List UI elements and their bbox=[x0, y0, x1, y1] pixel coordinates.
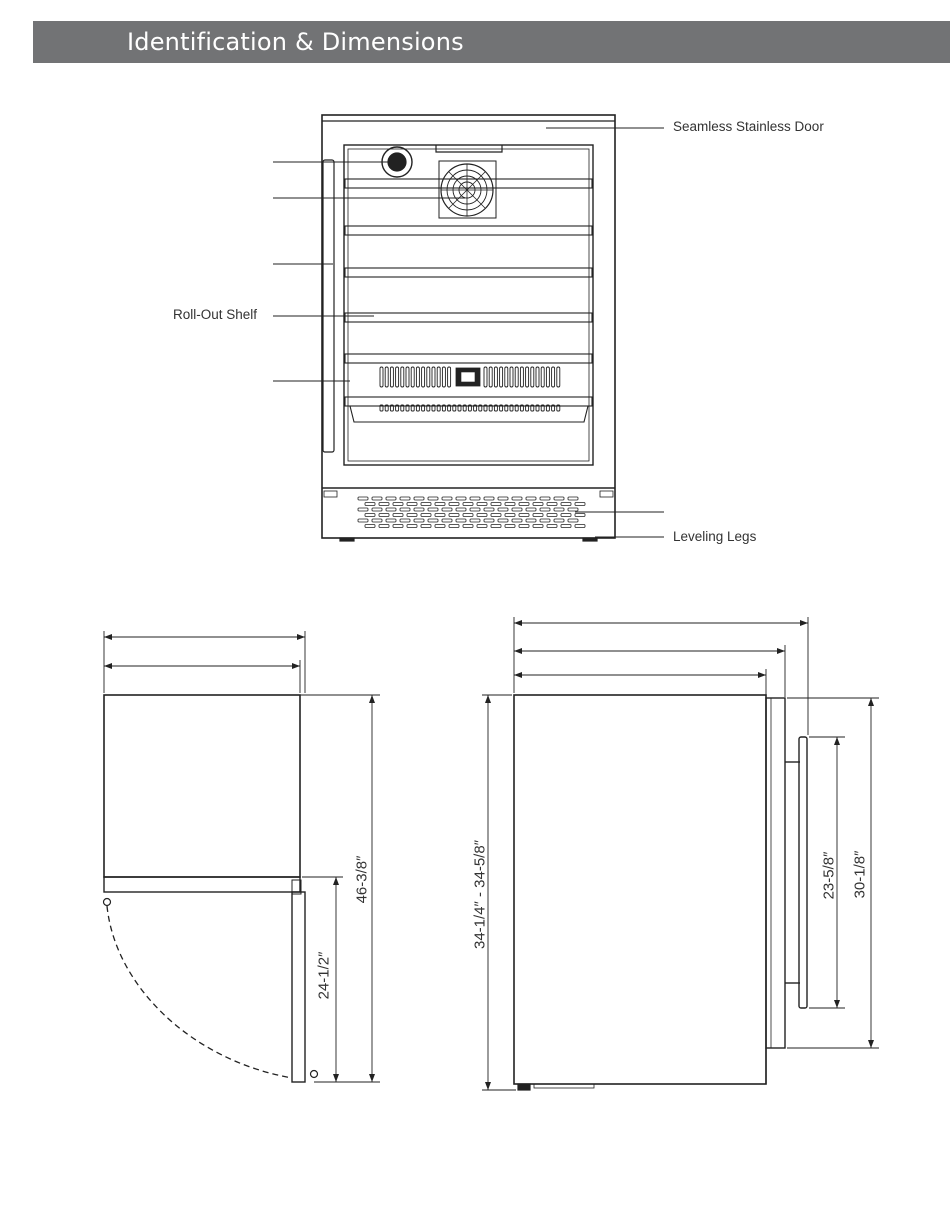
door-handle bbox=[323, 160, 334, 452]
dim-door-height: 30-1/8″ bbox=[851, 850, 869, 899]
dim-handle-length: 23-5/8″ bbox=[820, 851, 838, 900]
dim-door-swing-depth: 46-3/8″ bbox=[353, 855, 371, 904]
leveling-leg bbox=[340, 538, 354, 541]
bottom-grille bbox=[358, 497, 585, 528]
dim-door-open-offset: 24-1/2″ bbox=[315, 951, 333, 1000]
page-title: Identification & Dimensions bbox=[127, 28, 464, 56]
callout-seamless-door: Seamless Stainless Door bbox=[673, 119, 824, 134]
top-view bbox=[104, 631, 381, 1082]
front-view bbox=[273, 115, 664, 541]
dim-height-range: 34-1/4″ - 34-5/8″ bbox=[471, 840, 489, 950]
callout-roll-out-shelf: Roll-Out Shelf bbox=[173, 307, 258, 322]
side-view bbox=[482, 617, 879, 1090]
callout-leveling-legs: Leveling Legs bbox=[673, 529, 757, 544]
door-swing-arc bbox=[107, 906, 292, 1078]
leveling-leg bbox=[583, 538, 597, 541]
fan-icon bbox=[439, 161, 496, 218]
open-door bbox=[292, 892, 305, 1082]
side-handle bbox=[785, 737, 807, 1008]
